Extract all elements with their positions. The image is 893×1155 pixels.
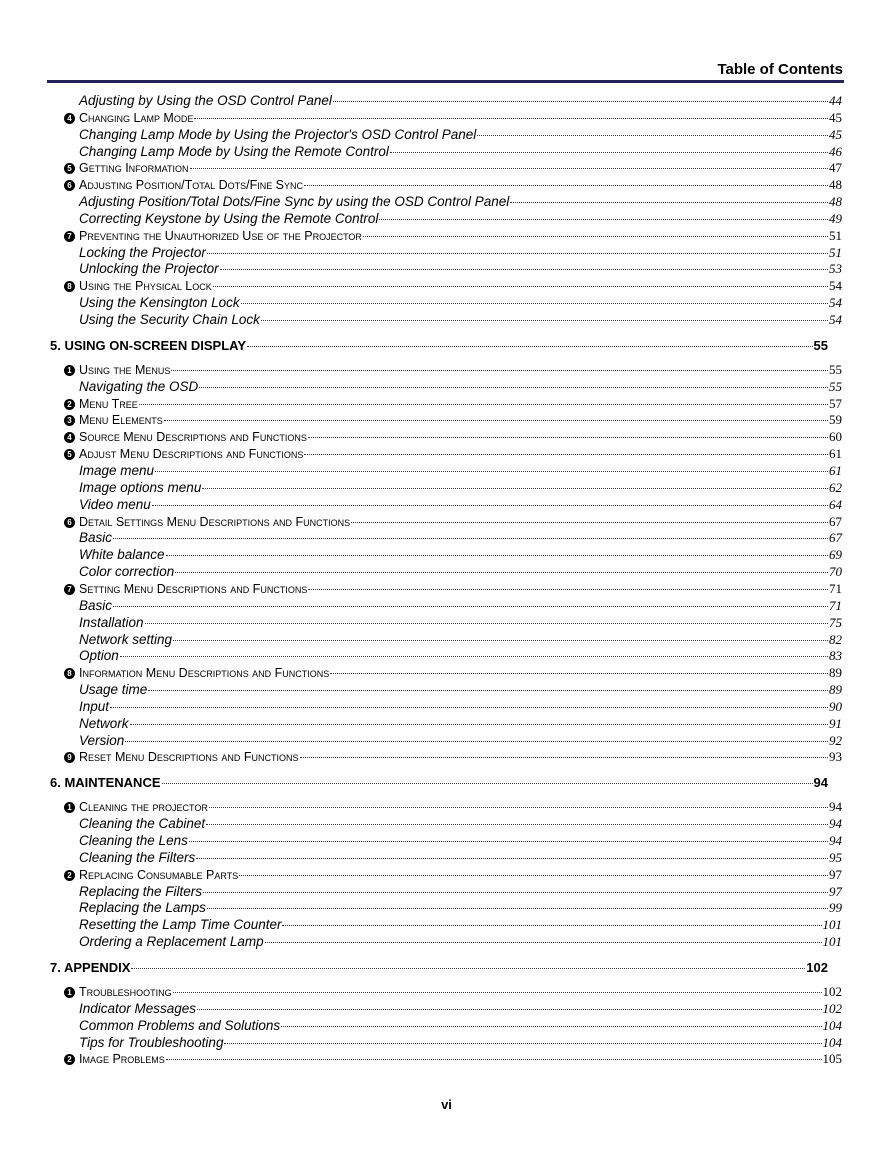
toc-page-number: 94 <box>829 816 842 831</box>
numbered-bullet-icon: 2 <box>64 399 75 410</box>
dot-leader <box>308 437 828 438</box>
dot-leader <box>199 387 828 388</box>
toc-entry-text <box>79 1035 223 1050</box>
toc-entry-text <box>79 900 206 915</box>
toc-subsection <box>79 194 842 210</box>
toc-subsection <box>79 615 842 631</box>
toc-entry-text <box>79 1001 196 1016</box>
dot-leader <box>166 1059 822 1060</box>
toc-page-number: 54 <box>829 312 842 327</box>
dot-leader <box>197 1009 821 1010</box>
toc-entry-label: Reset Menu Descriptions and Functions <box>79 750 299 764</box>
toc-section <box>64 799 842 815</box>
toc-section <box>64 412 842 428</box>
dot-leader <box>265 942 822 943</box>
toc-page-number: 93 <box>829 749 842 764</box>
toc-page-number: 71 <box>829 581 842 596</box>
toc-page-number: 48 <box>829 194 842 209</box>
toc-entry-text <box>50 775 161 790</box>
toc-entry-text <box>79 547 165 562</box>
dot-leader <box>281 1026 821 1027</box>
toc-page-number: 54 <box>829 295 842 310</box>
toc-entry-text <box>79 1018 280 1033</box>
toc-entry-text <box>64 397 138 411</box>
toc-subsection <box>79 127 842 143</box>
dot-leader <box>162 783 813 784</box>
toc-subsection <box>79 632 842 648</box>
dot-leader <box>363 236 828 237</box>
toc-section <box>64 581 842 597</box>
dot-leader <box>166 555 828 556</box>
dot-leader <box>261 320 828 321</box>
toc-entry-label: Cleaning the projector <box>79 800 208 814</box>
toc-page-number: 97 <box>829 884 842 899</box>
toc-entry-text <box>79 261 219 276</box>
toc-subsection <box>79 295 842 311</box>
toc-entry-text <box>64 161 189 175</box>
dot-leader <box>209 807 828 808</box>
toc-page-number: 45 <box>829 127 842 142</box>
toc-entry-text <box>64 413 163 427</box>
toc-page-number: 44 <box>829 93 842 108</box>
toc-entry-text <box>79 615 144 630</box>
toc-entry-label: White balance <box>79 547 165 562</box>
toc-entry-label: Source Menu Descriptions and Functions <box>79 430 307 444</box>
toc-entry-label: Replacing the Filters <box>79 884 203 899</box>
toc-page-number: 101 <box>822 934 842 949</box>
toc-page-number: 92 <box>829 733 842 748</box>
toc-page-number: 55 <box>813 338 828 353</box>
toc-entry-text <box>64 279 212 293</box>
toc-page-number: 102 <box>822 984 842 999</box>
toc-subsection <box>79 93 842 109</box>
toc-subsection <box>79 682 842 698</box>
toc-entry-label: Locking the Projector <box>79 245 206 260</box>
dot-leader <box>148 690 828 691</box>
toc-chapter <box>50 775 828 792</box>
numbered-bullet-icon: 5 <box>64 449 75 460</box>
dot-leader <box>304 454 828 455</box>
dot-leader <box>333 101 828 102</box>
toc-entry-text <box>79 564 174 579</box>
dot-leader <box>300 757 828 758</box>
toc-subsection <box>79 917 842 933</box>
toc-entry-label: Using the Physical Lock <box>79 279 212 293</box>
toc-page-number: 61 <box>829 446 842 461</box>
toc-entry-label: Usage time <box>79 682 148 697</box>
dot-leader <box>173 640 828 641</box>
toc-entry-text <box>79 530 112 545</box>
toc-page-number: 75 <box>829 615 842 630</box>
numbered-bullet-icon: 1 <box>64 987 75 998</box>
numbered-bullet-icon: 1 <box>64 365 75 376</box>
numbered-bullet-icon: 6 <box>64 517 75 528</box>
toc-entry-label: Version <box>79 733 125 748</box>
toc-entry-label: Navigating the OSD <box>79 379 199 394</box>
toc-subsection <box>79 312 842 328</box>
toc-page-number: 89 <box>829 665 842 680</box>
toc-entry-label: Changing Lamp Mode by Using the Projector's OSD Control Panel <box>79 127 477 142</box>
dot-leader <box>239 875 828 876</box>
toc-section <box>64 177 842 193</box>
toc-page-number: 69 <box>829 547 842 562</box>
dot-leader <box>145 623 828 624</box>
numbered-bullet-icon: 7 <box>64 231 75 242</box>
toc-entry-text <box>79 245 206 260</box>
numbered-bullet-icon: 4 <box>64 432 75 443</box>
toc-entry-text <box>79 312 260 327</box>
toc-section <box>64 1051 842 1067</box>
toc-entry-label: Using the Security Chain Lock <box>79 312 260 327</box>
toc-page-number: 55 <box>829 362 842 377</box>
toc-entry-text <box>79 127 476 142</box>
dot-leader <box>190 168 829 169</box>
toc-section <box>64 278 842 294</box>
toc-subsection <box>79 480 842 496</box>
toc-entry-text <box>79 648 119 663</box>
toc-entry-label: Adjusting by Using the OSD Control Panel <box>79 93 332 108</box>
toc-subsection <box>79 648 842 664</box>
dot-leader <box>171 370 828 371</box>
toc-entry-label: Option <box>79 648 119 663</box>
toc-entry-text <box>64 178 303 192</box>
dot-leader <box>113 606 828 607</box>
toc-entry-label: Image Problems <box>79 1052 165 1066</box>
toc-entry-label: Getting Information <box>79 161 189 175</box>
toc-entry-text <box>79 917 281 932</box>
toc-page-number: 60 <box>829 429 842 444</box>
toc-entry-label: 6. MAINTENANCE <box>50 775 161 790</box>
toc-page-number: 45 <box>829 110 842 125</box>
dot-leader <box>247 346 813 347</box>
toc-entry-text <box>79 194 509 209</box>
dot-leader <box>175 572 828 573</box>
numbered-bullet-icon: 7 <box>64 584 75 595</box>
toc-entry-label: Common Problems and Solutions <box>79 1018 281 1033</box>
toc-page-number: 62 <box>829 480 842 495</box>
toc-page-number: 51 <box>829 228 842 243</box>
toc-entry-label: Replacing Consumable Parts <box>79 868 239 882</box>
toc-entry-label: Input <box>79 699 110 714</box>
dot-leader <box>390 152 828 153</box>
toc-entry-label: Adjusting Position/Total Dots/Fine Sync by using the OSD Control Panel <box>79 194 510 209</box>
toc-subsection <box>79 530 842 546</box>
dot-leader <box>152 505 828 506</box>
toc-entry-label: Tips for Troubleshooting <box>79 1035 224 1050</box>
toc-entry-label: 7. APPENDIX <box>50 960 131 975</box>
dot-leader <box>304 185 828 186</box>
toc-entry-label: Ordering a Replacement Lamp <box>79 934 264 949</box>
toc-entry-text <box>79 211 378 226</box>
numbered-bullet-icon: 2 <box>64 1054 75 1065</box>
dot-leader <box>282 925 821 926</box>
dot-leader <box>113 538 828 539</box>
dot-leader <box>330 673 828 674</box>
toc-entry-label: Changing Lamp Mode <box>79 111 194 125</box>
toc-page-number: 70 <box>829 564 842 579</box>
toc-entry-label: Basic <box>79 598 113 613</box>
toc-subsection <box>79 261 842 277</box>
toc-page-number: 67 <box>829 514 842 529</box>
toc-entry-text <box>79 716 129 731</box>
toc-subsection <box>79 699 842 715</box>
dot-leader <box>224 1043 821 1044</box>
toc-page-number: 55 <box>829 379 842 394</box>
dot-leader <box>203 892 828 893</box>
toc-page-number: 94 <box>829 799 842 814</box>
numbered-bullet-icon: 3 <box>64 415 75 426</box>
toc-entry-text <box>79 93 332 108</box>
page-title: Table of Contents <box>717 61 843 78</box>
toc-entry-text <box>79 463 154 478</box>
toc-entry-text <box>50 338 246 353</box>
toc-entry-label: Setting Menu Descriptions and Functions <box>79 582 308 596</box>
toc-page-number: 59 <box>829 412 842 427</box>
toc-entry-label: Troubleshooting <box>79 985 172 999</box>
dot-leader <box>206 824 828 825</box>
toc-section <box>64 396 842 412</box>
toc-entry-text <box>79 295 240 310</box>
toc-entry-text <box>64 868 238 882</box>
toc-page-number: 57 <box>829 396 842 411</box>
toc-entry-text <box>79 850 195 865</box>
numbered-bullet-icon: 8 <box>64 668 75 679</box>
toc-entry-label: Correcting Keystone by Using the Remote Control <box>79 211 379 226</box>
toc-subsection <box>79 144 842 160</box>
dot-leader <box>125 741 828 742</box>
dot-leader <box>130 724 828 725</box>
toc-subsection <box>79 1001 842 1017</box>
toc-entry-text <box>79 682 147 697</box>
toc-entry-text <box>64 666 329 680</box>
toc-subsection <box>79 598 842 614</box>
toc-entry-text <box>64 430 307 444</box>
toc-page-number: 54 <box>829 278 842 293</box>
toc-section <box>64 429 842 445</box>
toc-entry-label: Cleaning the Filters <box>79 850 196 865</box>
toc-page-number: 51 <box>829 245 842 260</box>
toc-page-number: 82 <box>829 632 842 647</box>
toc-subsection <box>79 211 842 227</box>
dot-leader <box>351 522 828 523</box>
dot-leader <box>207 253 828 254</box>
toc-entry-label: Preventing the Unauthorized Use of the Projector <box>79 229 362 243</box>
toc-page-number: 90 <box>829 699 842 714</box>
toc-entry-text <box>64 515 350 529</box>
toc-entry-label: Using the Kensington Lock <box>79 295 240 310</box>
toc-entry-label: Detail Settings Menu Descriptions and Functions <box>79 515 351 529</box>
toc-entry-text <box>79 379 198 394</box>
toc-page-number: 89 <box>829 682 842 697</box>
toc-page-number: 46 <box>829 144 842 159</box>
toc-section <box>64 160 842 176</box>
toc-subsection <box>79 816 842 832</box>
toc-entry-label: Menu Tree <box>79 397 138 411</box>
toc-page-number: 47 <box>829 160 842 175</box>
toc-entry-text <box>64 750 299 764</box>
toc-entry-text <box>79 497 151 512</box>
toc-entry-label: Using the Menus <box>79 363 171 377</box>
toc-entry-text <box>64 229 362 243</box>
toc-page-number: 53 <box>829 261 842 276</box>
toc-subsection <box>79 716 842 732</box>
toc-entry-text <box>79 934 264 949</box>
toc-entry-text <box>64 985 172 999</box>
toc-page-number: 49 <box>829 211 842 226</box>
toc-page-number: 83 <box>829 648 842 663</box>
toc-entry-text <box>79 144 389 159</box>
toc-subsection <box>79 1035 842 1051</box>
numbered-bullet-icon: 6 <box>64 180 75 191</box>
toc-page-number: 104 <box>822 1035 842 1050</box>
toc-subsection <box>79 564 842 580</box>
toc-entry-label: 5. USING ON-SCREEN DISPLAY <box>50 338 247 353</box>
dot-leader <box>131 968 805 969</box>
toc-entry-label: Basic <box>79 530 113 545</box>
toc-entry-text <box>64 363 170 377</box>
toc-page-number: 91 <box>829 716 842 731</box>
dot-leader <box>202 488 828 489</box>
toc-entry-label: Unlocking the Projector <box>79 261 219 276</box>
toc-entry-text <box>79 833 188 848</box>
toc-entry-text <box>79 733 124 748</box>
dot-leader <box>110 707 828 708</box>
toc-entry-label: Cleaning the Lens <box>79 833 188 848</box>
toc-entry-text <box>79 480 201 495</box>
toc-entry-text <box>64 447 303 461</box>
dot-leader <box>207 908 828 909</box>
toc-page-number: 64 <box>829 497 842 512</box>
toc-entry-label: Installation <box>79 615 144 630</box>
toc-page-number: 99 <box>829 900 842 915</box>
toc-subsection <box>79 900 842 916</box>
toc-entry-label: Image options menu <box>79 480 202 495</box>
dot-leader <box>164 420 828 421</box>
toc-section <box>64 110 842 126</box>
toc-section <box>64 446 842 462</box>
toc-subsection <box>79 733 842 749</box>
toc-page-number: 102 <box>822 1001 842 1016</box>
toc-page-number: 101 <box>822 917 842 932</box>
toc-subsection <box>79 497 842 513</box>
toc-entry-text <box>79 816 205 831</box>
toc-page-number: 104 <box>822 1018 842 1033</box>
toc-entry-label: Indicator Messages <box>79 1001 197 1016</box>
page-number: vi <box>441 1097 452 1112</box>
dot-leader <box>220 269 828 270</box>
toc-chapter <box>50 960 828 977</box>
dot-leader <box>196 858 828 859</box>
toc-section <box>64 228 842 244</box>
dot-leader <box>139 404 828 405</box>
toc-entry-label: Video menu <box>79 497 151 512</box>
toc-page-number: 105 <box>822 1051 842 1066</box>
dot-leader <box>379 219 828 220</box>
toc-entry-label: Resetting the Lamp Time Counter <box>79 917 282 932</box>
numbered-bullet-icon: 4 <box>64 113 75 124</box>
toc-subsection <box>79 463 842 479</box>
dot-leader <box>241 303 828 304</box>
toc-entry-text <box>64 1052 165 1066</box>
toc-entry-label: Replacing the Lamps <box>79 900 206 915</box>
toc-entry-label: Image menu <box>79 463 155 478</box>
toc-section <box>64 867 842 883</box>
dot-leader <box>308 589 828 590</box>
toc-section <box>64 749 842 765</box>
toc-section <box>64 514 842 530</box>
toc-entry-text <box>64 582 307 596</box>
toc-subsection <box>79 934 842 950</box>
dot-leader <box>189 841 828 842</box>
toc-entry-label: Changing Lamp Mode by Using the Remote Control <box>79 144 389 159</box>
toc-subsection <box>79 379 842 395</box>
toc-entry-text <box>64 800 208 814</box>
numbered-bullet-icon: 1 <box>64 802 75 813</box>
dot-leader <box>510 202 828 203</box>
toc-entry-label: Cleaning the Cabinet <box>79 816 206 831</box>
numbered-bullet-icon: 8 <box>64 281 75 292</box>
toc-entry-text <box>79 699 109 714</box>
numbered-bullet-icon: 2 <box>64 870 75 881</box>
toc-section <box>64 665 842 681</box>
toc-subsection <box>79 833 842 849</box>
toc-page-number: 94 <box>829 833 842 848</box>
dot-leader <box>173 992 822 993</box>
numbered-bullet-icon: 5 <box>64 163 75 174</box>
numbered-bullet-icon: 9 <box>64 752 75 763</box>
toc-entry-label: Network setting <box>79 632 173 647</box>
toc-entry-text <box>64 111 193 125</box>
toc-entry-text <box>79 598 112 613</box>
toc-page-number: 94 <box>813 775 828 790</box>
dot-leader <box>213 286 828 287</box>
toc-subsection <box>79 245 842 261</box>
toc-section <box>64 984 842 1000</box>
toc-entry-text <box>79 884 202 899</box>
toc-chapter <box>50 338 828 355</box>
toc-entry-label: Information Menu Descriptions and Functions <box>79 666 330 680</box>
toc-section <box>64 362 842 378</box>
toc-subsection <box>79 884 842 900</box>
toc-entry-text <box>79 632 172 647</box>
toc-entry-label: Adjust Menu Descriptions and Functions <box>79 447 304 461</box>
dot-leader <box>155 471 828 472</box>
toc-entry-text <box>50 960 130 975</box>
dot-leader <box>194 118 828 119</box>
toc-entry-label: Adjusting Position/Total Dots/Fine Sync <box>79 178 304 192</box>
dot-leader <box>477 135 828 136</box>
toc-page-number: 102 <box>806 960 828 975</box>
toc-page-number: 67 <box>829 530 842 545</box>
toc-page-number: 97 <box>829 867 842 882</box>
toc-page-number: 95 <box>829 850 842 865</box>
toc-page-number: 71 <box>829 598 842 613</box>
toc-page-number: 48 <box>829 177 842 192</box>
toc-subsection <box>79 1018 842 1034</box>
toc-page-number: 61 <box>829 463 842 478</box>
toc-entry-label: Menu Elements <box>79 413 163 427</box>
dot-leader <box>120 656 828 657</box>
toc-entry-label: Color correction <box>79 564 175 579</box>
toc-entry-label: Network <box>79 716 129 731</box>
toc-subsection <box>79 547 842 563</box>
toc-subsection <box>79 850 842 866</box>
